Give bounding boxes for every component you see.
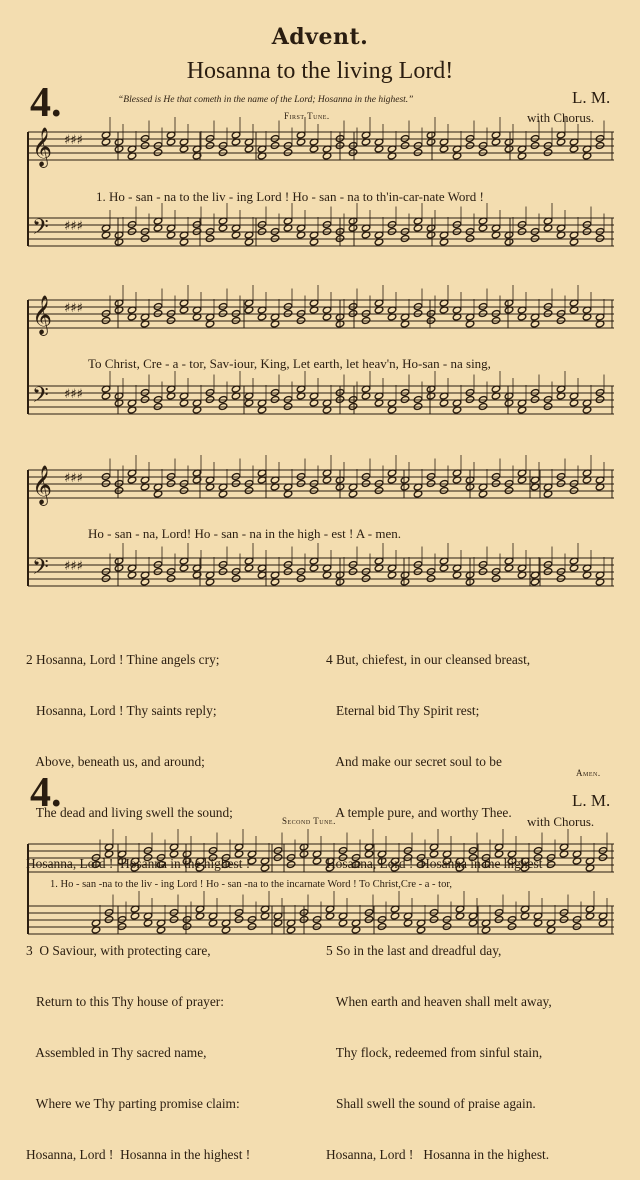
note-head xyxy=(559,909,568,917)
note-head xyxy=(478,561,487,569)
treble-clef-icon: 𝄞 xyxy=(32,127,53,167)
note-head xyxy=(296,568,305,576)
note-head xyxy=(166,568,175,576)
meter-label: L. M. xyxy=(572,88,611,107)
note-head xyxy=(348,142,357,150)
note-head xyxy=(478,310,487,318)
stanza-line: Assembled in Thy sacred name, xyxy=(26,1045,207,1060)
key-signature-icon: ♯♯♯ xyxy=(64,559,83,574)
note-head xyxy=(205,135,214,143)
key-signature-icon: ♯♯♯ xyxy=(64,471,83,486)
note-head xyxy=(218,561,227,569)
note-head xyxy=(598,854,607,862)
note-head xyxy=(465,235,474,243)
note-head xyxy=(312,916,321,924)
note-head xyxy=(166,317,175,325)
note-head xyxy=(166,480,175,488)
note-head xyxy=(595,396,604,404)
note-head xyxy=(283,142,292,150)
note-head xyxy=(400,389,409,397)
note-head xyxy=(270,135,279,143)
note-head xyxy=(218,396,227,404)
note-head xyxy=(114,487,123,495)
note-head xyxy=(582,228,591,236)
note-head xyxy=(413,149,422,157)
note-head xyxy=(556,480,565,488)
note-head xyxy=(465,389,474,397)
note-head xyxy=(140,396,149,404)
note-head xyxy=(231,480,240,488)
stanza-line: And make our secret soul to be xyxy=(326,754,502,769)
stanza-column-left xyxy=(26,617,250,1180)
note-head xyxy=(530,396,539,404)
note-head xyxy=(205,235,214,243)
note-head xyxy=(572,916,581,924)
treble-clef-icon: 𝄞 xyxy=(32,465,53,505)
note-head xyxy=(140,142,149,150)
stanza-line: Above, beneath us, and around; xyxy=(26,754,205,769)
note-head xyxy=(270,228,279,236)
meter-label-second: L. M. xyxy=(572,791,611,810)
note-head xyxy=(543,568,552,576)
with-chorus-label: with Chorus. xyxy=(527,110,595,125)
note-head xyxy=(517,228,526,236)
note-head xyxy=(556,575,565,583)
note-head xyxy=(348,396,357,404)
note-head xyxy=(452,228,461,236)
stanza-line: Eternal bid Thy Spirit rest; xyxy=(326,703,480,718)
note-head xyxy=(426,575,435,583)
note-head xyxy=(205,142,214,150)
note-head xyxy=(400,142,409,150)
note-head xyxy=(569,480,578,488)
key-signature-icon: ♯♯♯ xyxy=(64,219,83,234)
note-head xyxy=(530,135,539,143)
note-head xyxy=(218,568,227,576)
note-head xyxy=(270,389,279,397)
note-head xyxy=(478,403,487,411)
note-head xyxy=(543,561,552,569)
note-head xyxy=(205,389,214,397)
note-head xyxy=(296,317,305,325)
note-head xyxy=(296,310,305,318)
note-head xyxy=(491,473,500,481)
note-head xyxy=(517,221,526,229)
note-head xyxy=(205,228,214,236)
stanza-line: Hosanna, Lord ! Hosanna in the highest. xyxy=(326,1147,550,1162)
stanza-line: 3 O Saviour, with protecting care, xyxy=(26,943,211,958)
note-head xyxy=(283,149,292,157)
note-head xyxy=(595,235,604,243)
note-head xyxy=(231,568,240,576)
note-head xyxy=(543,303,552,311)
note-head xyxy=(273,854,282,862)
note-head xyxy=(231,473,240,481)
note-head xyxy=(413,303,422,311)
bass-clef-icon: 𝄢 xyxy=(32,215,49,245)
stanza-line: A temple pure, and worthy Thee. xyxy=(326,805,512,820)
stanza-line: Where we Thy parting promise claim: xyxy=(26,1096,240,1111)
hymn-number-second: 4. xyxy=(30,770,62,816)
note-head xyxy=(439,487,448,495)
note-head xyxy=(270,142,279,150)
treble-clef-icon: 𝄞 xyxy=(32,295,53,335)
note-head xyxy=(153,142,162,150)
note-head xyxy=(153,568,162,576)
note-head xyxy=(283,303,292,311)
note-head xyxy=(465,228,474,236)
note-head xyxy=(257,228,266,236)
note-head xyxy=(101,568,110,576)
note-head xyxy=(218,310,227,318)
stanza-line: Return to this Thy house of prayer: xyxy=(26,994,224,1009)
note-head xyxy=(348,561,357,569)
note-head xyxy=(296,480,305,488)
note-head xyxy=(361,310,370,318)
note-head xyxy=(465,135,474,143)
key-signature-icon: ♯♯♯ xyxy=(64,133,83,148)
lyric-line-3: Ho - san - na, Lord! Ho - san - na in the high - est ! A - men. xyxy=(88,526,402,541)
stanza-line: Hosanna, Lord ! Hosanna in the highest ! xyxy=(26,1147,251,1162)
note-head xyxy=(426,317,435,325)
stanza-line: The dead and living swell the sound; xyxy=(26,805,233,820)
note-head xyxy=(231,317,240,325)
lyric-line-second-tune: 1. Ho - san -na to the liv - ing Lord ! Ho - san -na to the incarnate Word ! To Christ,Cre - a - tor, xyxy=(50,879,453,890)
note-head xyxy=(218,403,227,411)
note-head xyxy=(400,228,409,236)
hymn-number: 4. xyxy=(30,80,62,126)
note-head xyxy=(530,228,539,236)
note-head xyxy=(114,480,123,488)
stanza-line: Hosanna, Lord ! Hosanna in the highest ! xyxy=(26,856,251,871)
second-tune-label: Second Tune. xyxy=(282,816,336,826)
note-head xyxy=(309,487,318,495)
note-head xyxy=(400,396,409,404)
note-head xyxy=(491,480,500,488)
stanza-line: Shall swell the sound of praise again. xyxy=(326,1096,536,1111)
note-head xyxy=(556,310,565,318)
note-head xyxy=(101,473,110,481)
note-head xyxy=(309,480,318,488)
note-head xyxy=(153,310,162,318)
note-head xyxy=(595,142,604,150)
note-head xyxy=(244,487,253,495)
note-head xyxy=(400,235,409,243)
note-head xyxy=(283,396,292,404)
note-head xyxy=(283,568,292,576)
note-head xyxy=(543,396,552,404)
note-head xyxy=(361,575,370,583)
note-head xyxy=(127,221,136,229)
note-head xyxy=(400,135,409,143)
note-head xyxy=(101,480,110,488)
note-head xyxy=(595,228,604,236)
note-head xyxy=(569,487,578,495)
note-head xyxy=(296,473,305,481)
stanza-column-right xyxy=(326,617,552,1180)
note-head xyxy=(504,487,513,495)
note-head xyxy=(543,149,552,157)
note-head xyxy=(426,568,435,576)
with-chorus-label-second: with Chorus. xyxy=(527,814,595,829)
verse-epigraph: “Blessed is He that cometh in the name of the Lord; Hosanna in the highest.” xyxy=(118,95,414,105)
stanza-line: 5 So in the last and dreadful day, xyxy=(326,943,502,958)
note-head xyxy=(205,396,214,404)
note-head xyxy=(166,575,175,583)
note-head xyxy=(270,235,279,243)
note-head xyxy=(283,561,292,569)
lyric-line-1: 1. Ho - san - na to the liv - ing Lord ! Ho - san - na to th'in-car-nate Word ! xyxy=(96,189,484,204)
note-head xyxy=(153,149,162,157)
note-head xyxy=(257,221,266,229)
note-head xyxy=(179,480,188,488)
note-head xyxy=(286,861,295,869)
note-head xyxy=(559,916,568,924)
stanza-line: Hosanna, Lord ! Thy saints reply; xyxy=(26,703,217,718)
note-head xyxy=(348,303,357,311)
note-head xyxy=(218,149,227,157)
note-head xyxy=(543,310,552,318)
bass-clef-icon: 𝄢 xyxy=(32,555,49,585)
note-head xyxy=(244,480,253,488)
note-head xyxy=(478,149,487,157)
note-head xyxy=(413,561,422,569)
key-signature-icon: ♯♯♯ xyxy=(64,387,83,402)
note-head xyxy=(598,847,607,855)
note-head xyxy=(312,923,321,931)
note-head xyxy=(426,473,435,481)
note-head xyxy=(231,310,240,318)
note-head xyxy=(595,135,604,143)
note-head xyxy=(491,575,500,583)
note-head xyxy=(361,480,370,488)
note-head xyxy=(478,142,487,150)
note-head xyxy=(556,317,565,325)
note-head xyxy=(465,142,474,150)
note-head xyxy=(387,221,396,229)
note-head xyxy=(348,568,357,576)
note-head xyxy=(478,303,487,311)
bass-clef-icon: 𝄢 xyxy=(32,383,49,413)
section-heading: Advent. xyxy=(271,24,369,50)
note-head xyxy=(556,568,565,576)
note-head xyxy=(582,221,591,229)
note-head xyxy=(452,221,461,229)
note-head xyxy=(491,310,500,318)
note-head xyxy=(556,473,565,481)
note-head xyxy=(140,235,149,243)
lyric-line-2: To Christ, Cre - a - tor, Sav-iour, King, Let earth, let heav'n, Ho-san - na sing, xyxy=(88,356,491,371)
note-head xyxy=(348,149,357,157)
note-head xyxy=(101,575,110,583)
note-head xyxy=(572,923,581,931)
note-head xyxy=(530,235,539,243)
note-head xyxy=(283,310,292,318)
note-head xyxy=(322,221,331,229)
note-head xyxy=(361,317,370,325)
note-head xyxy=(413,310,422,318)
note-head xyxy=(140,135,149,143)
note-head xyxy=(413,396,422,404)
stanza-line: 4 But, chiefest, in our cleansed breast, xyxy=(326,652,531,667)
note-head xyxy=(543,142,552,150)
stanza-line: 2 Hosanna, Lord ! Thine angels cry; xyxy=(26,652,220,667)
key-signature-icon: ♯♯♯ xyxy=(64,301,83,316)
note-head xyxy=(283,403,292,411)
note-head xyxy=(140,228,149,236)
note-head xyxy=(504,480,513,488)
note-head xyxy=(127,228,136,236)
note-head xyxy=(218,303,227,311)
note-head xyxy=(218,142,227,150)
note-head xyxy=(231,575,240,583)
note-head xyxy=(153,303,162,311)
note-head xyxy=(166,473,175,481)
note-head xyxy=(439,480,448,488)
note-head xyxy=(426,480,435,488)
note-head xyxy=(426,310,435,318)
note-head xyxy=(491,568,500,576)
note-head xyxy=(348,310,357,318)
note-head xyxy=(361,568,370,576)
note-head xyxy=(478,396,487,404)
note-head xyxy=(491,317,500,325)
note-head xyxy=(465,396,474,404)
note-head xyxy=(595,389,604,397)
note-head xyxy=(543,403,552,411)
note-head xyxy=(179,487,188,495)
note-head xyxy=(387,228,396,236)
note-head xyxy=(153,561,162,569)
stanza-line: Hosanna, Lord ! Hosanna in the highest ! xyxy=(326,856,551,871)
note-head xyxy=(478,568,487,576)
note-head xyxy=(166,310,175,318)
stanza-line: Thy flock, redeemed from sinful stain, xyxy=(326,1045,543,1060)
note-head xyxy=(413,568,422,576)
note-head xyxy=(153,403,162,411)
note-head xyxy=(361,473,370,481)
note-head xyxy=(101,317,110,325)
amen-label: Amen. xyxy=(576,768,601,778)
note-head xyxy=(273,847,282,855)
stanza-line: When earth and heaven shall melt away, xyxy=(326,994,552,1009)
note-head xyxy=(322,228,331,236)
note-head xyxy=(530,142,539,150)
note-head xyxy=(374,487,383,495)
note-head xyxy=(374,480,383,488)
first-tune-label: First Tune. xyxy=(284,111,330,121)
note-head xyxy=(530,389,539,397)
note-head xyxy=(413,403,422,411)
hymn-title: Hosanna to the living Lord! xyxy=(186,58,454,84)
note-head xyxy=(270,396,279,404)
note-head xyxy=(348,403,357,411)
note-head xyxy=(101,310,110,318)
note-head xyxy=(296,575,305,583)
note-head xyxy=(286,854,295,862)
note-head xyxy=(153,396,162,404)
note-head xyxy=(140,389,149,397)
note-head xyxy=(413,142,422,150)
